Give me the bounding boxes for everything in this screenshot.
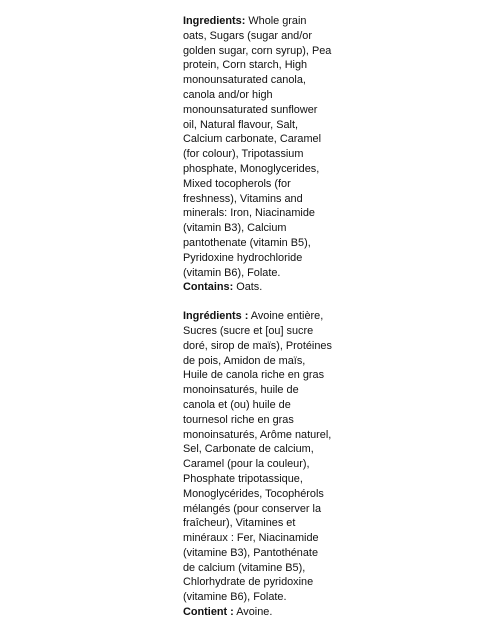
english-contains-paragraph — [183, 280, 333, 295]
language-divider-gap — [183, 295, 333, 309]
french-ingredients-paragraph — [183, 309, 333, 605]
french-contains-paragraph — [183, 605, 333, 620]
english-contains-text: Oats. — [233, 281, 263, 294]
french-ingredients-heading: Ingrédients : — [183, 310, 249, 323]
ingredient-label-panel — [183, 14, 333, 620]
french-contains-heading: Contient : — [183, 606, 234, 619]
english-ingredients-paragraph — [183, 14, 333, 280]
english-ingredients-text: Whole grain oats, Sugars (sugar and/or golden sugar, corn syrup), Pea protein, Corn starch, High monounsaturated canola, canola and/or high monounsaturated sunflower oil, Natural flavour, Salt, Calcium carbonate, Caramel (for colour), Tripotassium phosphate, Monoglycerides, Mixed tocopherols (for freshness), Vitamins and minerals: Iron, Niacinamide (vitamin B3), Calcium pantothenate (vitamin B5), Pyridoxine hydrochloride (vitamin B6), Folate. — [183, 15, 332, 279]
english-ingredients-heading: Ingredients: — [183, 15, 246, 27]
french-ingredients-text: Avoine entière, Sucres (sucre et [ou] sucre doré, sirop de maïs), Protéines de pois, Amidon de maïs, Huile de canola riche en gras monoinsaturés, huile de canola et (ou) huile de tournesol riche en gras monoinsaturés, Arôme naturel, Sel, Carbonate de calcium, Caramel (pour la couleur), Phosphate tripotassique, Monoglycérides, Tocophérols mélangés (pour conserver la fraîcheur), Vitamines et minéraux : Fer, Niacinamide (vitamine B3), Pantothénate de calcium (vitamine B5), Chlorhydrate de pyridoxine (vitamine B6), Folate. — [183, 310, 332, 604]
french-contains-text: Avoine. — [233, 606, 273, 619]
english-contains-heading: Contains: — [183, 281, 234, 294]
